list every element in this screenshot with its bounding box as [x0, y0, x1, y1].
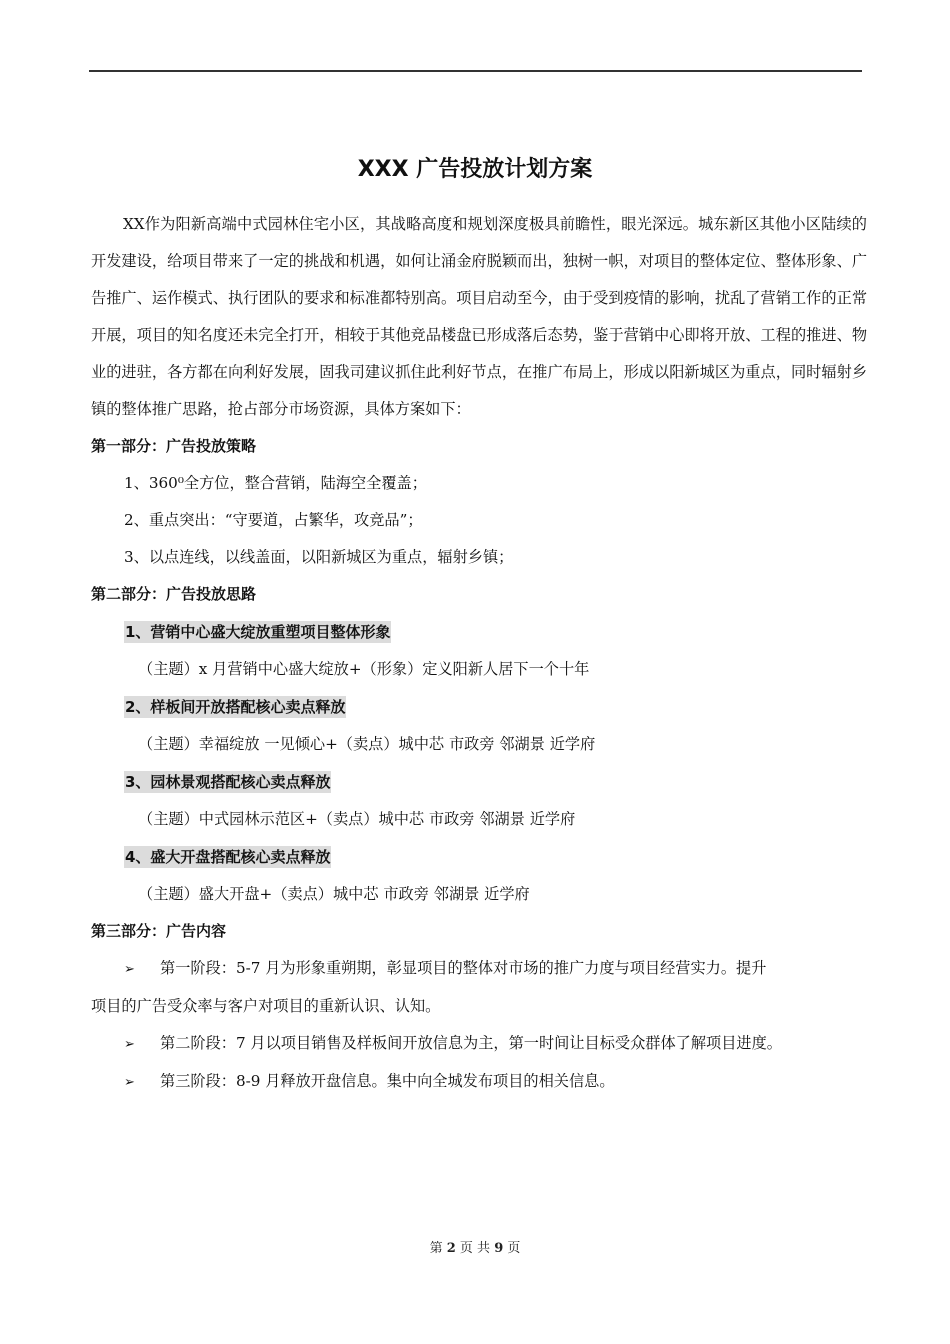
content-bullet: [91, 1063, 867, 1101]
strategy-item: 2、重点突出：“守要道，占繁华，攻竞品”；: [124, 511, 423, 529]
idea-theme: （主题）幸福绽放 一见倾心+（卖点）城中芯 市政旁 邻湖景 近学府: [138, 735, 596, 753]
document-body: [91, 206, 867, 1101]
footer-suffix: 页: [507, 1241, 521, 1256]
header-rule: [89, 70, 862, 72]
bullet-text: 第三阶段：8-9 月释放开盘信息。集中向全城发布项目的相关信息。: [160, 1072, 615, 1090]
idea-heading: [91, 613, 867, 651]
part2-heading: 第二部分：广告投放思路: [91, 585, 257, 603]
content-bullet: [91, 1025, 867, 1063]
footer-prefix: 第: [429, 1241, 443, 1256]
idea-theme: （主题）盛大开盘+（卖点）城中芯 市政旁 邻湖景 近学府: [138, 885, 530, 903]
idea-heading: [91, 688, 867, 726]
idea-theme: （主题）x 月营销中心盛大绽放+（形象）定义阳新人居下一个十年: [138, 660, 590, 678]
idea-heading-text: 1、营销中心盛大绽放重塑项目整体形象: [125, 623, 391, 641]
strategy-item: 3、以点连线，以线盖面，以阳新城区为重点，辐射乡镇；: [124, 548, 514, 566]
total-page-number: 9: [494, 1241, 504, 1256]
bullet-text: 第二阶段：7 月以项目销售及样板间开放信息为主，第一时间让目标受众群体了解项目进度。: [160, 1034, 782, 1052]
bullet-text-continued: 项目的广告受众率与客户对项目的重新认识、认知。: [91, 997, 441, 1015]
footer-middle: 页 共: [459, 1241, 491, 1256]
part1-heading: 第一部分：广告投放策略: [91, 437, 257, 455]
bullet-text: 第一阶段：5-7 月为形象重朔期，彰显项目的整体对市场的推广力度与项目经营实力。提升: [160, 959, 767, 977]
idea-heading: [91, 763, 867, 801]
idea-theme: （主题）中式园林示范区+（卖点）城中芯 市政旁 邻湖景 近学府: [138, 810, 576, 828]
arrow-bullet-icon: ➢: [124, 1075, 135, 1090]
content-bullet: [91, 950, 867, 1025]
idea-heading-text: 3、园林景观搭配核心卖点释放: [125, 773, 331, 791]
arrow-bullet-icon: ➢: [124, 1037, 135, 1052]
part3-heading: 第三部分：广告内容: [91, 922, 227, 940]
page-footer: [0, 1237, 950, 1256]
idea-heading-text: 4、盛大开盘搭配核心卖点释放: [125, 848, 331, 866]
current-page-number: 2: [446, 1241, 456, 1256]
idea-heading: [91, 838, 867, 876]
strategy-item: 1、360⁰全方位，整合营销，陆海空全覆盖；: [124, 474, 427, 492]
intro-paragraph: XX作为阳新高端中式园林住宅小区，其战略高度和规划深度极具前瞻性，眼光深远。城东新区其他小区陆续的开发建设，给项目带来了一定的挑战和机遇，如何让涌金府脱颖而出，独树一帜，对项目的整体定位、整体形象、广告推广、运作模式、执行团队的要求和标准都特别高。项目启动至今，由于受到疫情的影响，扰乱了营销工作的正常开展，项目的知名度还未完全打开，相较于其他竞品楼盘已形成落后态势，鉴于营销中心即将开放、工程的推进、物业的进驻，各方都在向利好发展，固我司建议抓住此利好节点，在推广布局上，形成以阳新城区为重点，同时辐射乡镇的整体推广思路，抢占部分市场资源，具体方案如下：: [91, 215, 867, 418]
document-title: XXX 广告投放计划方案: [357, 157, 593, 182]
idea-heading-text: 2、样板间开放搭配核心卖点释放: [125, 698, 346, 716]
arrow-bullet-icon: ➢: [124, 962, 135, 977]
